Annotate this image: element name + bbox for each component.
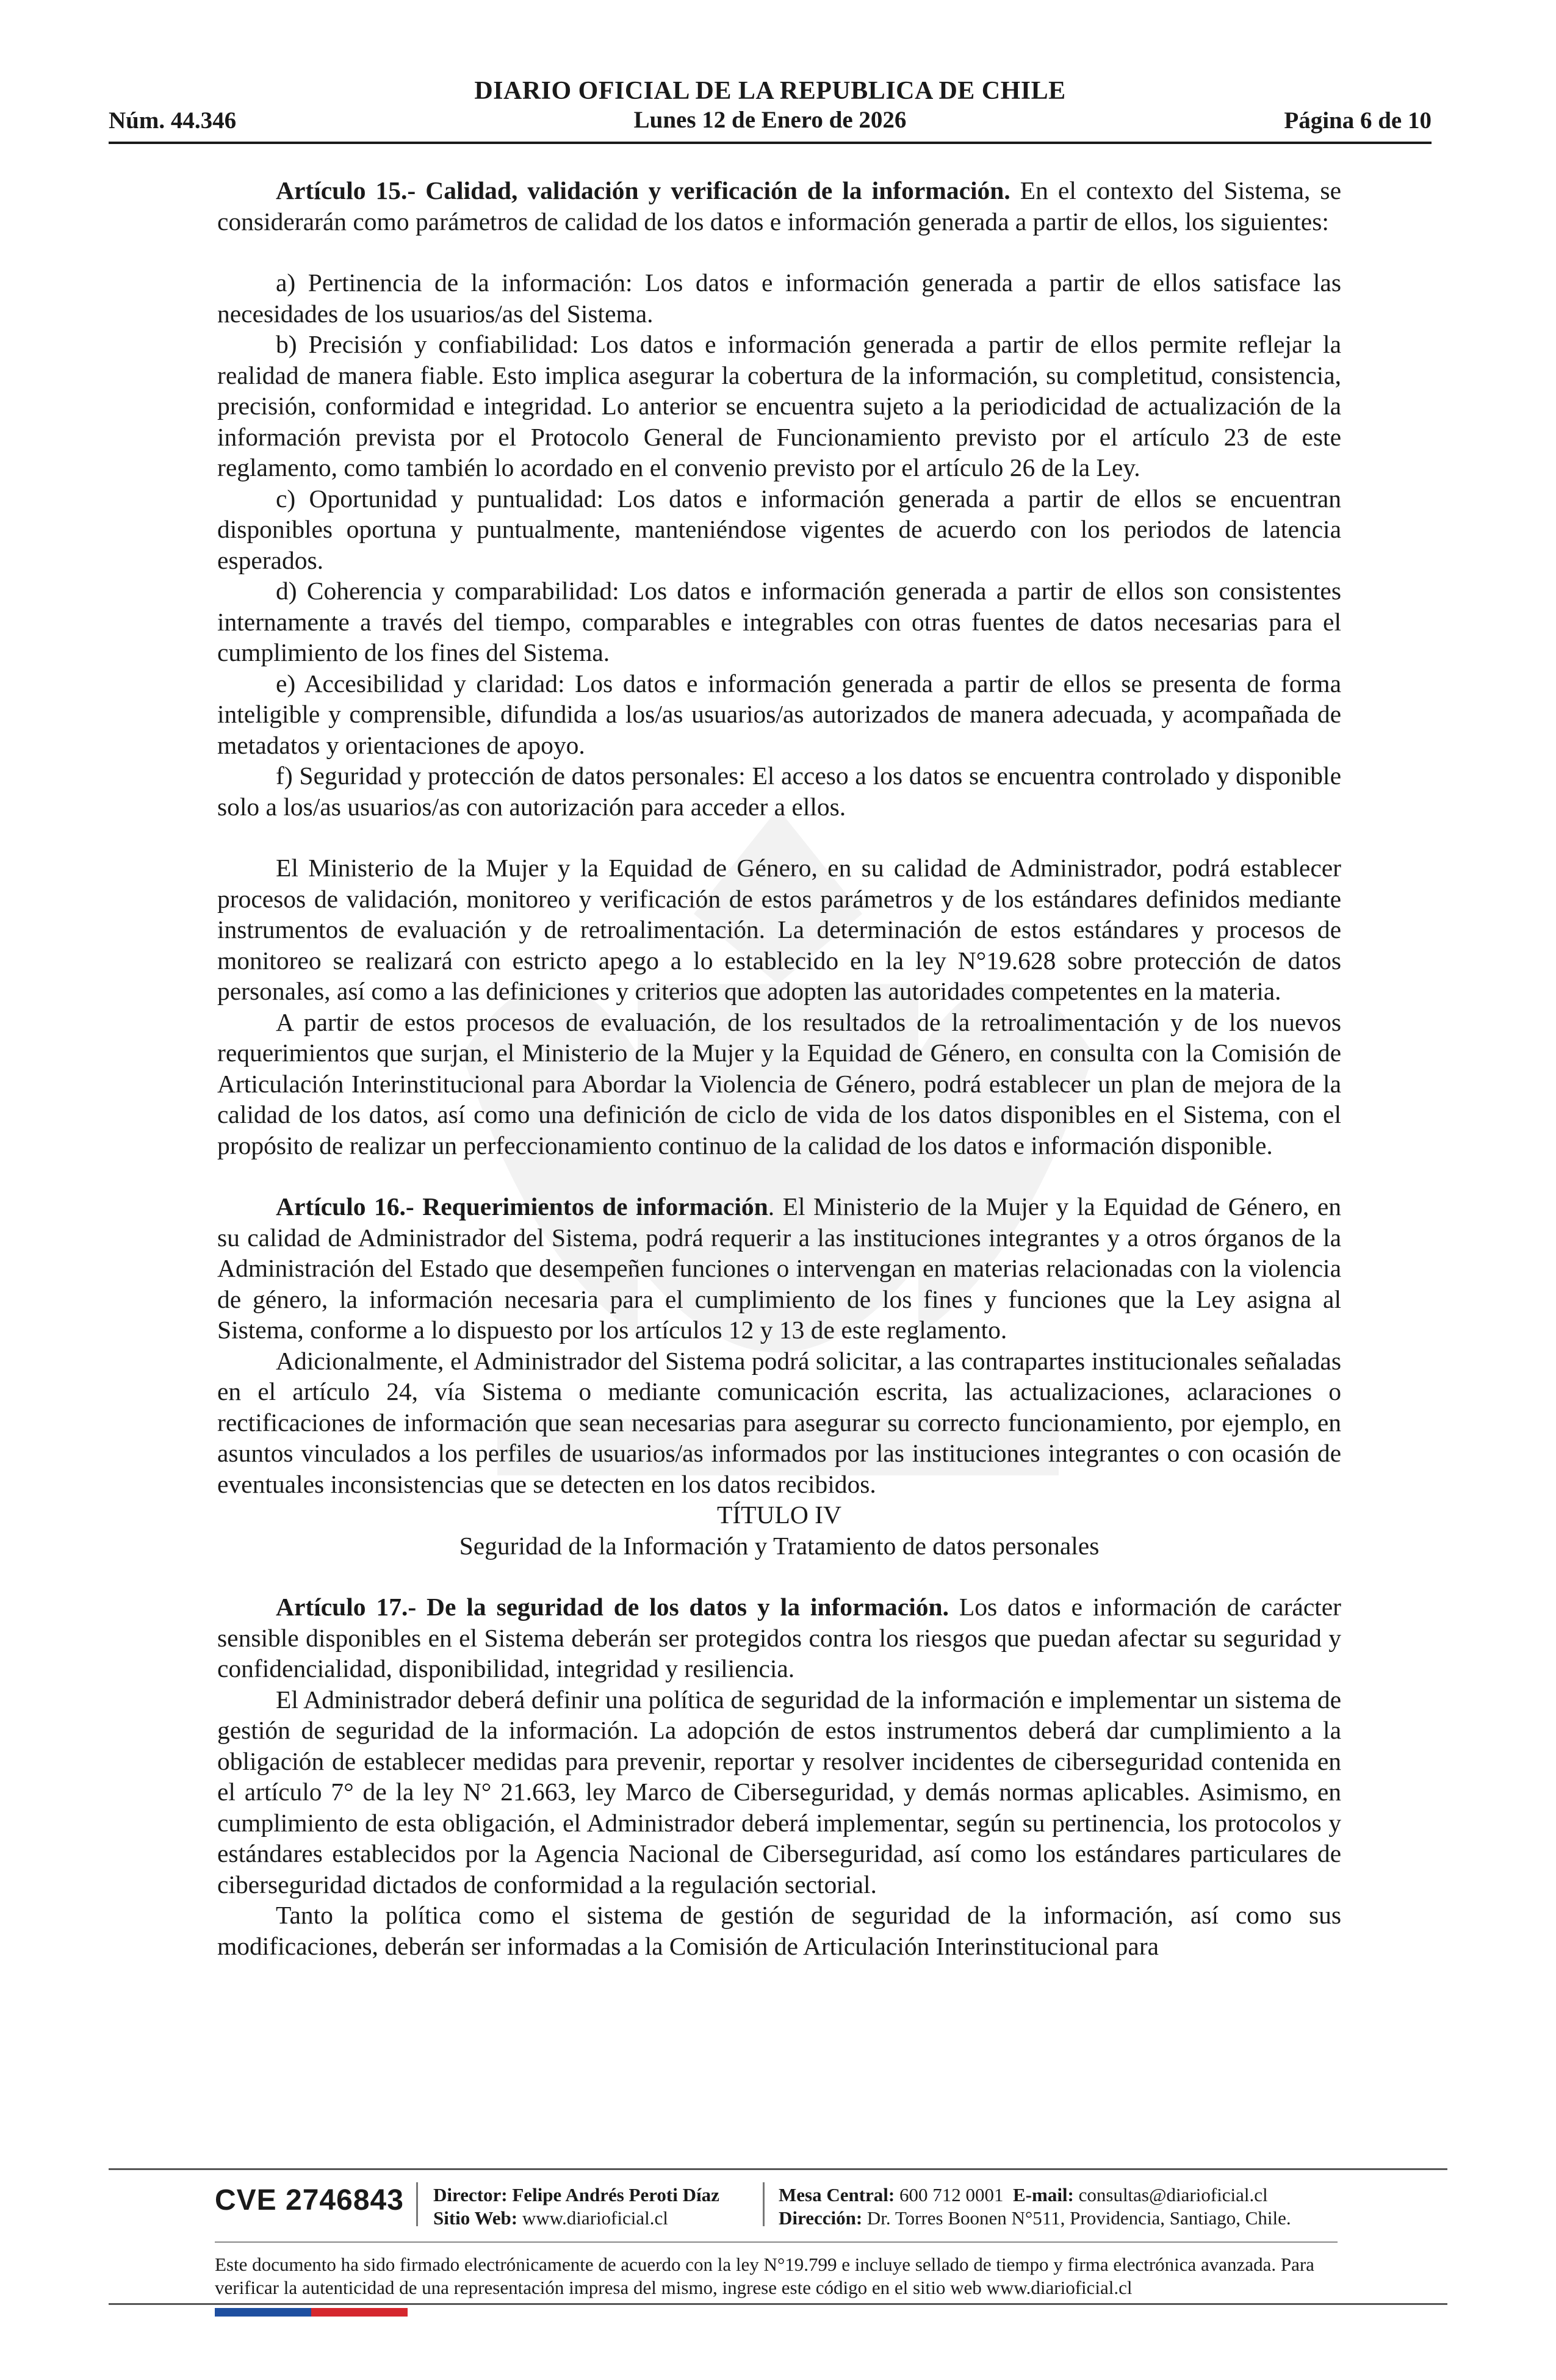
list-item: d) Coherencia y comparabilidad: Los datos e información generada a partir de ellos son consistentes internamente a través del tiempo, comparables e integrables con otras fuentes de datos necesarias para el cumplimiento de los fines del Sistema. xyxy=(217,577,1341,666)
masthead xyxy=(109,76,1432,134)
paragraph: A partir de estos procesos de evaluación, de los resultados de la retroalimentación y de los nuevos requerimientos que surjan, el Ministerio de la Mujer y la Equidad de Género, en consulta con la Comisión de Articulación Interinstitucional para Abordar la Violencia de Género, podrá establecer un plan de mejora de la calidad de los datos, así como una definición de ciclo de vida de los datos disponibles en el Sistema, con el propósito de realizar un perfeccionamiento continuo de la calidad de los datos e información disponible. xyxy=(217,1008,1341,1159)
flag-stripe-red xyxy=(311,2308,408,2317)
publication-date: Lunes 12 de Enero de 2026 xyxy=(633,107,907,133)
footer-contact: Mesa Central: 600 712 0001 E-mail: consultas@diarioficial.cl xyxy=(779,2184,1268,2205)
article-15-heading: Artículo 15.- Calidad, validación y verificación de la información. xyxy=(276,176,1010,204)
paragraph: El Administrador deberá definir una política de seguridad de la información e implementar un sistema de gestión de seguridad de la información. La adopción de estos instrumentos deberá dar cumplimiento a la obligación de establecer medidas para prevenir, reportar y resolver incidentes de ciberseguridad contenida en el artículo 7° de la ley N° 21.663, ley Marco de Ciberseguridad, y demás normas aplicables. Asimismo, en cumplimiento de esta obligación, el Administrador deberá implementar, según su pertinencia, los protocolos y estándares establecidos por la Agencia Nacional de Ciberseguridad, así como los estándares particulares de ciberseguridad dictados de conformidad a la regulación sectorial. xyxy=(217,1685,1341,1899)
page-header xyxy=(109,73,1432,146)
list-item: b) Precisión y confiabilidad: Los datos e información generada a partir de ellos permite reflejar la realidad de manera fiable. Esto implica asegurar la cobertura de la información, su completitud, consistencia, precisión, conformidad e integridad. Lo anterior se encuentra sujeto a la periodicidad de actualización de la información prevista por el Protocolo General de Funcionamiento previsto por el artículo 23 de este reglamento, como también lo acordado en el convenio previsto por el artículo 26 de la Ley. xyxy=(217,330,1341,481)
paragraph: El Ministerio de la Mujer y la Equidad de Género, en su calidad de Administrador, podrá establecer procesos de validación, monitoreo y verificación de estos parámetros y de los estándares definidos mediante instrumentos de evaluación y de retroalimentación. La determinación de estos estándares y procesos de monitoreo se realizará con estricto apego a lo establecido en la ley N°19.628 sobre protección de datos personales, así como a las definiciones y criterios que adopten las autoridades competentes en la materia. xyxy=(217,854,1341,1005)
footer-separator xyxy=(416,2182,418,2226)
title-subtitle: Seguridad de la Información y Tratamiento de datos personales xyxy=(459,1531,1100,1560)
article-15-intro: Artículo 15.- Calidad, validación y verificación de la información. En el contexto del Sistema, se considerarán como parámetros de calidad de los datos e información generada a partir de ellos, los siguientes: xyxy=(217,176,1341,236)
article-17-intro: Artículo 17.- De la seguridad de los datos y la información. Los datos e información de carácter sensible disponibles en el Sistema deberán ser protegidos contra los riesgos que puedan afectar su seguridad y confidencialidad, disponibilidad, integridad y resiliencia. xyxy=(217,1593,1342,1682)
article-16-heading: Artículo 16.- Requerimientos de información xyxy=(276,1192,768,1221)
cve-code: CVE 2746843 xyxy=(215,2184,404,2216)
article-17-heading: Artículo 17.- De la seguridad de los datos y la información. xyxy=(276,1593,949,1621)
footer-director: Director: Felipe Andrés Peroti Díaz xyxy=(433,2184,719,2205)
legal-notice: Este documento ha sido firmado electrónicamente de acuerdo con la ley N°19.799 e incluye sellado de tiempo y firma electrónica avanzada. Para verificar la autenticidad de una representación impresa del mismo, ingrese este código en el sitio web www.diarioficial.cl xyxy=(215,2254,1314,2298)
list-item: e) Accesibilidad y claridad: Los datos e información generada a partir de ellos se presenta de forma inteligible y comprensible, difundida a los/as usuarios/as autorizados de manera adecuada, y acompañada de metadatos y orientaciones de apoyo. xyxy=(217,669,1341,759)
list-item: a) Pertinencia de la información: Los datos e información generada a partir de ellos satisface las necesidades de los usuarios/as del Sistema. xyxy=(217,269,1341,328)
list-item: c) Oportunidad y puntualidad: Los datos e información generada a partir de ellos se encuentran disponibles oportuna y puntualmente, manteniéndose vigentes de acuerdo con los periodos de latencia esperados. xyxy=(217,484,1341,574)
document-body xyxy=(217,175,1341,1961)
email-link[interactable]: consultas@diarioficial.cl xyxy=(1073,2184,1268,2205)
page-number: Página 6 de 10 xyxy=(1284,107,1432,134)
website-link[interactable]: www.diarioficial.cl xyxy=(517,2207,668,2229)
paragraph: Adicionalmente, el Administrador del Sistema podrá solicitar, a las contrapartes institucionales señaladas en el artículo 24, vía Sistema o mediante comunicación escrita, las actualizaciones, aclaraciones o rectificaciones de información que sean necesarias para asegurar su correcto funcionamiento, por ejemplo, en asuntos vinculados a los perfiles de usuarios/as informados por las instituciones integrantes o con ocasión de eventuales inconsistencias que se detecten en los datos recibidos. xyxy=(217,1346,1341,1498)
flag-stripe-blue xyxy=(215,2308,311,2317)
bottom-divider xyxy=(109,2303,1447,2305)
publication-title: DIARIO OFICIAL DE LA REPUBLICA DE CHILE xyxy=(474,77,1066,105)
footer-separator xyxy=(763,2182,765,2226)
title-label: TÍTULO IV xyxy=(717,1501,841,1529)
footer-address: Dirección: Dr. Torres Boonen N°511, Providencia, Santiago, Chile. xyxy=(779,2207,1291,2229)
issue-number: Núm. 44.346 xyxy=(109,107,237,134)
footer-divider xyxy=(109,2168,1447,2170)
list-item: f) Seguridad y protección de datos personales: El acceso a los datos se encuentra controlado y disponible solo a los/as usuarios/as con autorización para acceder a ellos. xyxy=(217,762,1341,821)
article-16-intro: Artículo 16.- Requerimientos de información. El Ministerio de la Mujer y la Equidad de Género, en su calidad de Administrador del Sistema, podrá requerir a las instituciones integrantes y a otros órganos de la Administración del Estado que desempeñen funciones o intervengan en materias relacionadas con la violencia de género, la información necesaria para el cumplimiento de los fines y funciones que la Ley asigna al Sistema, conforme a lo dispuesto por los artículos 12 y 13 de este reglamento. xyxy=(217,1192,1341,1344)
paragraph: Tanto la política como el sistema de gestión de seguridad de la información, así como sus modificaciones, deberán ser informadas a la Comisión de Articulación Interinstitucional para xyxy=(217,1901,1341,1960)
header-divider xyxy=(109,142,1432,144)
footer-divider xyxy=(215,2241,1338,2243)
footer-website: Sitio Web: www.diarioficial.cl xyxy=(433,2207,668,2229)
